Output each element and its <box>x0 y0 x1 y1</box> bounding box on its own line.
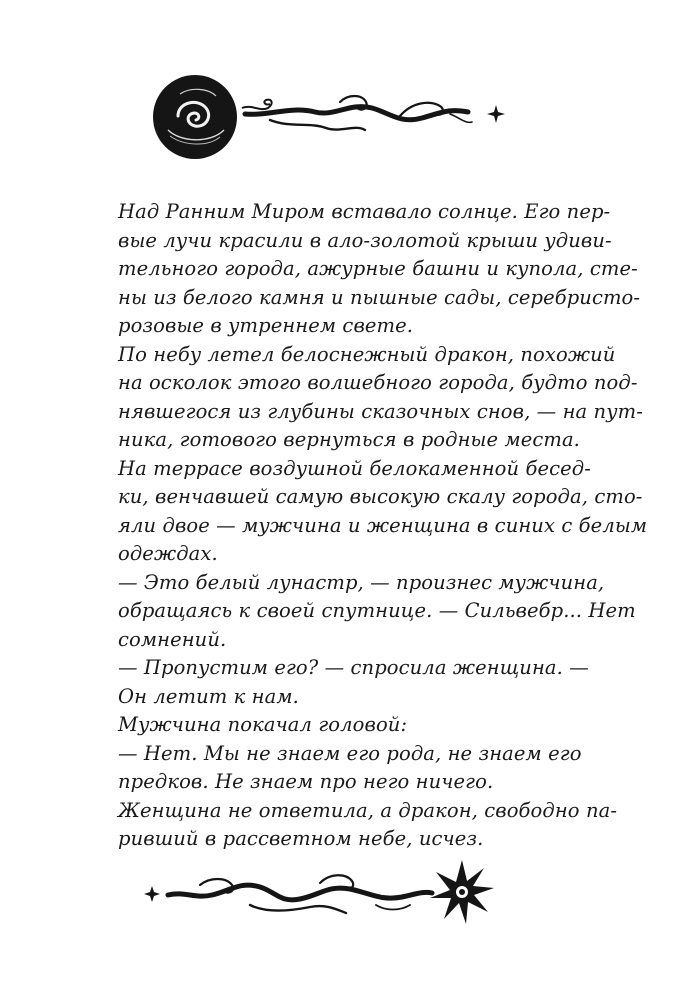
text-line: сомнений. <box>118 627 227 651</box>
text-line: ны из белого камня и пышные сады, серебристо- <box>118 285 641 309</box>
text-line: Он летит к нам. <box>118 684 299 708</box>
text-line: — Пропустим его? — спросила женщина. — <box>118 656 589 679</box>
text-line: Женщина не ответила, а дракон, свободно па- <box>118 798 618 822</box>
text-line: на осколок этого волшебного города, будто под- <box>118 371 638 394</box>
small-star-icon <box>144 886 160 902</box>
small-star-icon <box>487 105 505 123</box>
moon-disk-icon <box>153 75 237 159</box>
text-line: ривший в рассветном небе, исчез. <box>118 827 484 850</box>
text-line: нявшегося из глубины сказочных снов, — на пут- <box>118 399 643 423</box>
text-line: предков. Не знаем про него ничего. <box>118 770 494 793</box>
paragraph <box>118 797 618 854</box>
text-line: Мужчина покачал головой: <box>118 713 408 736</box>
story-text <box>118 198 648 854</box>
text-line: ника, готового вернуться в родные места. <box>118 428 580 451</box>
star-swirl-ornament-icon <box>140 855 495 930</box>
spiky-star-icon <box>430 860 494 924</box>
paragraph <box>118 740 582 797</box>
paragraph <box>118 654 589 711</box>
paragraph <box>118 711 570 740</box>
text-line: — Это белый лунастр, — произнес мужчина, <box>118 570 605 594</box>
text-line: На террасе воздушной белокаменной бесед- <box>118 456 591 480</box>
text-line: розовые в утреннем свете. <box>118 314 414 337</box>
text-line: одеждах. <box>118 542 218 565</box>
text-line: вые лучи красили в ало-золотой крыши удиви- <box>118 228 612 252</box>
text-line: ки, венчавшей самую высокую скалу города, сто- <box>118 485 643 508</box>
text-line: тельного города, ажурные башни и купола, сте- <box>118 257 638 280</box>
paragraph <box>118 341 643 455</box>
text-line: Над Ранним Миром вставало солнце. Его пер- <box>118 200 611 223</box>
paragraph <box>118 569 636 655</box>
paragraph <box>118 455 648 569</box>
text-line: — Нет. Мы не знаем его рода, не знаем его <box>118 741 582 765</box>
text-line: яли двое — мужчина и женщина в синих с белым <box>118 513 648 537</box>
text-line: По небу летел белоснежный дракон, похожий <box>118 342 616 366</box>
moon-swirl-ornament-icon <box>150 72 510 162</box>
paragraph <box>118 198 641 341</box>
text-line: обращаясь к своей спутнице. — Сильвебр... Нет <box>118 599 636 622</box>
